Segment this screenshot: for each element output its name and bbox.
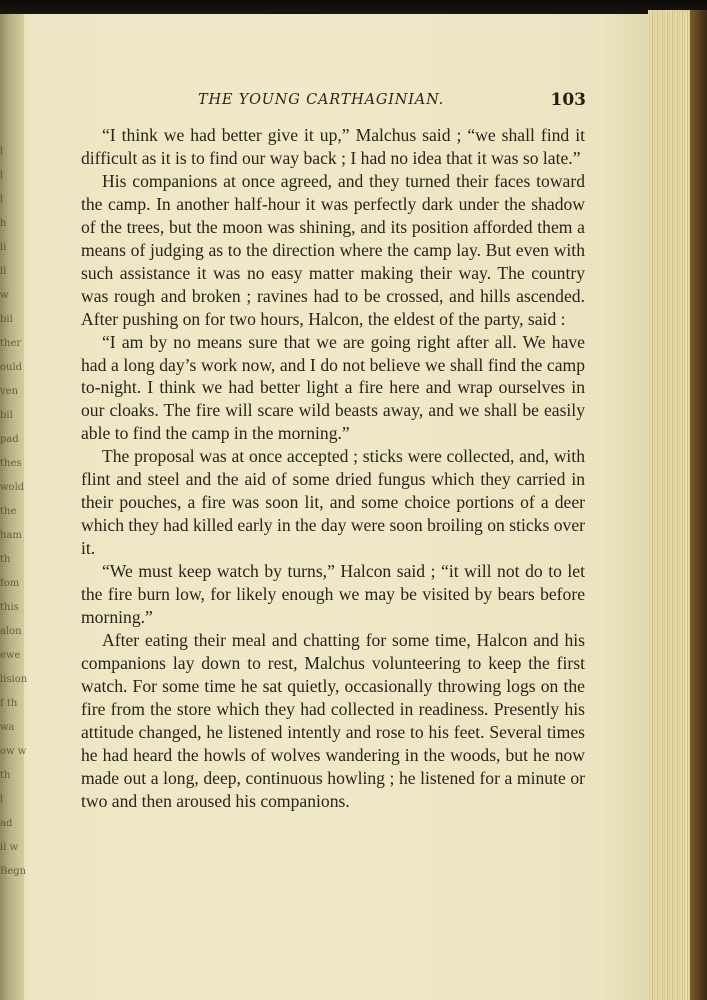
facing-page-fragment: th — [0, 554, 11, 565]
paragraph: His companions at once agreed, and they turned their faces toward the camp. In another half-hour it was perfectly dark under the shadow of the trees, but the moon was shining, and its position afforded them a means of judging as to the direction where the camp lay. But even with such assistance it was no easy matter making their way. The country was rough and broken ; ravines had to be crossed, and hills ascended. After pushing on for two hours, Halcon, the eldest of the party, said : — [81, 170, 585, 329]
facing-page-fragment: this — [0, 602, 19, 613]
paragraph: “I am by no means sure that we are going right after all. We have had a long day’s work now, and I do not believe we shall find the camp to-night. I think we had better light a fire here and wrap ourselves in our cloaks. The fire will scare wild beasts away, and we shall be easily able to find the camp in the morning.” — [81, 331, 585, 444]
facing-page-fragment: f th — [0, 698, 18, 709]
facing-page-fragment: Begn — [0, 866, 27, 877]
facing-page-fragment: w — [0, 290, 9, 301]
facing-page-fragment: the — [0, 506, 17, 517]
facing-page-fragment: thes — [0, 458, 22, 469]
facing-page-fragment: wold — [0, 482, 25, 493]
facing-page-fragment: l — [0, 794, 4, 805]
body-text — [81, 124, 585, 813]
page-number: 103 — [550, 90, 586, 110]
running-title: THE YOUNG CARTHAGINIAN. — [198, 92, 445, 108]
facing-page-fragment: li — [0, 242, 7, 253]
facing-page-fragment: ad — [0, 818, 13, 829]
page-header — [198, 88, 586, 114]
book-cover-edge — [690, 10, 707, 1000]
facing-page-fragment: fom — [0, 578, 20, 589]
facing-page-fragment: l — [0, 170, 4, 181]
facing-page-fragment: l — [0, 194, 4, 205]
facing-page-fragment: ow w — [0, 746, 27, 757]
facing-page-fragment: ther — [0, 338, 22, 349]
facing-page-fragment: ewe — [0, 650, 21, 661]
facing-page-fragment: th — [0, 770, 11, 781]
facing-page-fragment: il w — [0, 842, 19, 853]
facing-page-fragment: ven — [0, 386, 19, 397]
facing-page-fragment: pad — [0, 434, 19, 445]
paragraph: The proposal was at once accepted ; sticks were collected, and, with flint and steel and the aid of some dried fungus which they carried in their pouches, a fire was soon lit, and some choice portions of a deer which they had killed early in the day were soon broiling on sticks over it. — [81, 446, 585, 559]
facing-page-fragment: ll — [0, 266, 7, 277]
facing-page-fragment: ould — [0, 362, 23, 373]
facing-page-fragment: bil — [0, 410, 13, 421]
paragraph: “I think we had better give it up,” Malchus said ; “we shall find it difficult as it is to find our way back ; I had no idea that it was so late.” — [81, 125, 585, 168]
facing-page-fragments — [0, 140, 28, 960]
paragraph: After eating their meal and chatting for some time, Halcon and his companions lay down to rest, Malchus volunteering to keep the first watch. For some time he sat quietly, occasionally throwing logs on the fire from the store which they had collected in readiness. Presently his attitude changed, he listened intently and rose to his feet. Several times he had heard the howls of wolves wandering in the woods, but he now made out a long, deep, continuous howling ; he listened for a minute or two and then aroused his companions. — [81, 629, 585, 811]
facing-page-fragment: alon — [0, 626, 22, 637]
facing-page-fragment: lision — [0, 674, 28, 685]
facing-page-fragment: h — [0, 218, 7, 229]
paragraph: “We must keep watch by turns,” Halcon said ; “it will not do to let the fire burn low, for likely enough we may be visited by bears before morning.” — [81, 561, 585, 628]
facing-page-fragment: ham — [0, 530, 22, 541]
facing-page-fragment: l — [0, 146, 4, 157]
facing-page-fragment: bil — [0, 314, 13, 325]
facing-page-fragment: wa — [0, 722, 15, 733]
